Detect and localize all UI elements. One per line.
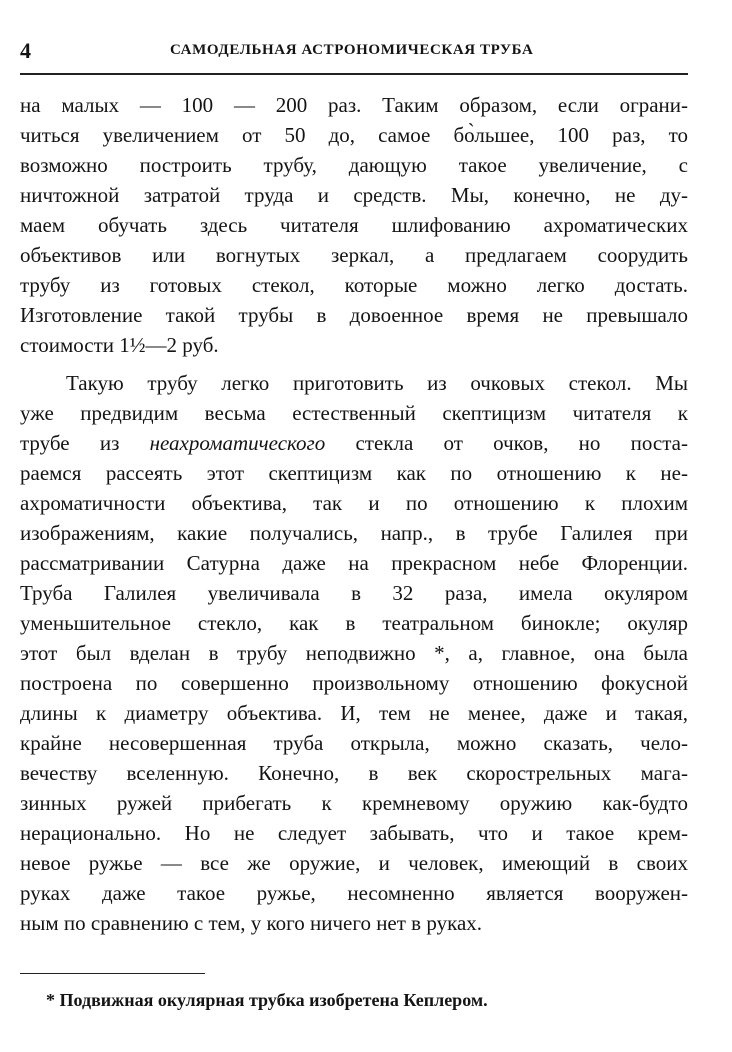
text-line: трубу из готовых стекол, которые можно легко достать. xyxy=(20,273,688,297)
text-line: раемся рассеять этот скептицизм как по отношению к не- xyxy=(20,461,688,485)
page-number: 4 xyxy=(20,38,31,63)
text-line: Труба Галилея увеличивала в 32 раза, имела окуляром xyxy=(20,581,688,605)
italic-term: неахроматического xyxy=(149,431,326,455)
paragraph-gap xyxy=(20,360,688,368)
text-line: руках даже такое ружье, несомненно является вооружен- xyxy=(20,881,688,905)
text-fragment: трубе из xyxy=(20,431,150,455)
text-line: ным по сравнению с тем, у кого ничего нет в руках. xyxy=(20,911,483,935)
text-line: рассматривании Сатурна даже на прекрасном небе Флоренции. xyxy=(20,551,688,575)
text-line: ничтожной затратой труда и средств. Мы, конечно, не ду- xyxy=(20,183,688,207)
text-line: зинных ружей прибегать к кремневому оружию как-будто xyxy=(20,791,688,815)
text-line: на малых — 100 — 200 раз. Таким образом, если ограни- xyxy=(20,93,688,117)
text-line: Такую трубу легко приготовить из очковых стекол. Мы xyxy=(66,371,688,395)
footnote: * Подвижная окулярная трубка изобретена Кеплером. xyxy=(46,990,488,1010)
text-fragment: стекла от очков, но поста- xyxy=(325,431,688,455)
text-line: вечеству вселенную. Конечно, в век скорострельных мага- xyxy=(20,761,688,785)
header-rule xyxy=(20,73,688,75)
paragraph-1 xyxy=(20,90,688,360)
text-line: крайне несовершенная труба открыла, можно сказать, чело- xyxy=(20,731,688,755)
text-line: этот был вделан в трубу неподвижно *, а, главное, она была xyxy=(20,641,688,665)
text-line: построена по совершенно произвольному отношению фокусной xyxy=(20,671,688,695)
text-line: читься увеличением от 50 до, самое бо̀льшее, 100 раз, то xyxy=(20,123,688,147)
text-line: возможно построить трубу, дающую такое увеличение, с xyxy=(20,153,688,177)
footnote-rule xyxy=(20,973,205,974)
body-text xyxy=(20,90,688,938)
text-line: изображениям, какие получались, напр., в трубе Галилея при xyxy=(20,521,688,545)
text-line: невое ружье — все же оружие, и человек, имеющий в своих xyxy=(20,851,688,875)
text-line: уже предвидим весьма естественный скептицизм читателя к xyxy=(20,401,688,425)
text-line: ахроматичности объектива, так и по отношению к плохим xyxy=(20,491,688,515)
text-line-with-italic xyxy=(20,428,688,458)
text-line: объективов или вогнутых зеркал, а предлагаем соорудить xyxy=(20,243,688,267)
paragraph-2 xyxy=(20,368,688,938)
running-title: САМОДЕЛЬНАЯ АСТРОНОМИЧЕСКАЯ ТРУБА xyxy=(170,42,534,58)
text-line: уменьшительное стекло, как в театральном бинокле; окуляр xyxy=(20,611,688,635)
text-line: длины к диаметру объектива. И, тем не менее, даже и такая, xyxy=(20,701,688,725)
text-line: нерационально. Но не следует забывать, что и такое крем- xyxy=(20,821,688,845)
page-header xyxy=(20,30,690,70)
text-line: Изготовление такой трубы в довоенное время не превышало xyxy=(20,303,688,327)
text-line: маем обучать здесь читателя шлифованию ахроматических xyxy=(20,213,688,237)
text-line: стоимости 1½—2 руб. xyxy=(20,333,219,357)
